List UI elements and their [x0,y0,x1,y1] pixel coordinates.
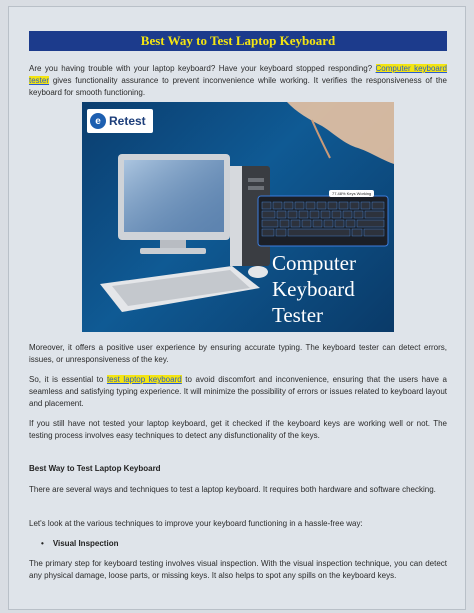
bullet-item [41,539,118,548]
page-title: Best Way to Test Laptop Keyboard [140,33,336,48]
title-banner [29,31,447,51]
retest-logo [87,109,153,133]
mouse-illustration [248,266,268,278]
hero-image [82,102,394,332]
document-page [8,6,466,610]
keyboard-tester-link[interactable]: Computer keyboard tester [29,64,447,85]
bullet-text: Visual Inspection [52,539,119,548]
intro-paragraph [29,63,447,99]
keys-working-label: 77.48% Keys Working [329,190,374,197]
para3-text-after: to avoid discomfort and inconvenience, ensuring that the users have a seamless and satisfying typing experience. It will minimize the possibility of errors or issues related to keyboard layout and placement. [29,375,448,408]
paragraph-5: There are several ways and techniques to test a laptop keyboard. It requires both hardware and software checking. [29,485,436,494]
test-keyboard-link[interactable]: test laptop keyboard [106,375,182,384]
retest-logo-icon: e [90,113,106,129]
hand-illustration [287,102,394,164]
hero-caption [272,250,394,328]
section-heading: Best Way to Test Laptop Keyboard [29,464,161,473]
paragraph-4: If you still have not tested your laptop keyboard, get it checked if the keyboard keys are working well or not. The testing process involves easy techniques to detect any disfunctionality of the keys. [29,419,447,440]
intro-text-before: Are you having trouble with your laptop keyboard? Have your keyboard stopped responding? [29,64,376,73]
hero-caption-line1: Computer [272,251,356,275]
hero-caption-line2: Keyboard Tester [272,277,355,327]
para3-text-before: So, it is essential to [29,375,107,384]
intro-text-after: gives functionality assurance to prevent inconvenience while working. It verifies the responsiveness of the keyboard for smooth functioning. [29,76,447,97]
paragraph-6: Let's look at the various techniques to improve your keyboard functioning in a hassle-free way: [29,519,363,528]
paragraph-3 [29,374,447,410]
bullet-marker: • [41,539,44,548]
paragraph-7: The primary step for keyboard testing involves visual inspection. With the visual inspection technique, you can detect any physical damage, loose parts, or missing keys. It also helps to spot any spills on the keyboard keys. [29,559,447,580]
paragraph-2: Moreover, it offers a positive user experience by ensuring accurate typing. The keyboard tester can detect errors, issues, or unresponsiveness of the key. [29,343,447,364]
retest-logo-text: Retest [109,114,146,128]
